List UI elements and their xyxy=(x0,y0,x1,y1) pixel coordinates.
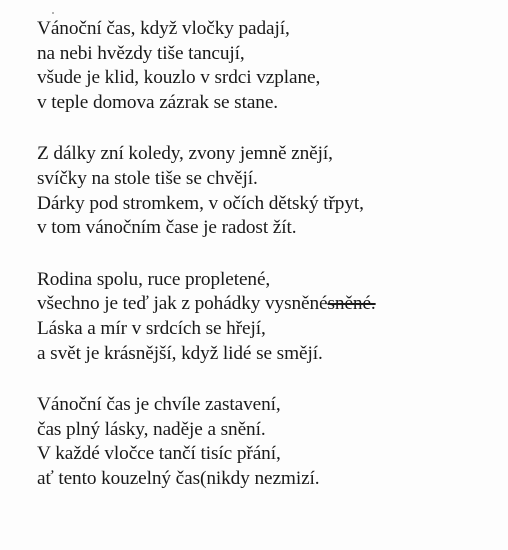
struck-word: sněné. xyxy=(327,293,376,315)
poem-line: v teple domova zázrak se stane. xyxy=(37,91,279,113)
poem-line: Z dálky zní koledy, zvony jemně znějí, xyxy=(37,143,333,165)
poem-line: Rodina spolu, ruce propletené, xyxy=(37,268,271,290)
stanza-2 xyxy=(37,142,497,240)
stanza-1 xyxy=(37,17,497,115)
poem-line: ať tento kouzelný čas(nikdy nezmizí. xyxy=(37,467,320,489)
poem-line: čas plný lásky, naděje a snění. xyxy=(37,418,266,440)
poem-line: Dárky pod stromkem, v očích dětský třpyt, xyxy=(37,192,364,214)
poem-line: všude je klid, kouzlo v srdci vzplane, xyxy=(37,67,321,89)
poem-line: svíčky na stole tiše se chvějí. xyxy=(37,167,258,189)
poem-line: Láska a mír v srdcích se hřejí, xyxy=(37,317,266,339)
poem xyxy=(37,17,497,519)
poem-line: V každé vločce tančí tisíc přání, xyxy=(37,443,281,465)
stanza-4 xyxy=(37,393,497,491)
poem-line-with-correction xyxy=(37,292,497,317)
poem-line: na nebi hvězdy tiše tancují, xyxy=(37,42,245,64)
stanza-3 xyxy=(37,268,497,366)
poem-line: a svět je krásnější, když lidé se smějí. xyxy=(37,342,323,364)
poem-line: Vánoční čas, když vločky padají, xyxy=(37,18,290,39)
poem-line: Vánoční čas je chvíle zastavení, xyxy=(37,394,281,416)
poem-line: v tom vánočním čase je radost žít. xyxy=(37,217,297,239)
poem-line-text: všechno je teď jak z pohádky vysněné xyxy=(37,293,328,315)
scan-speck xyxy=(52,12,54,14)
